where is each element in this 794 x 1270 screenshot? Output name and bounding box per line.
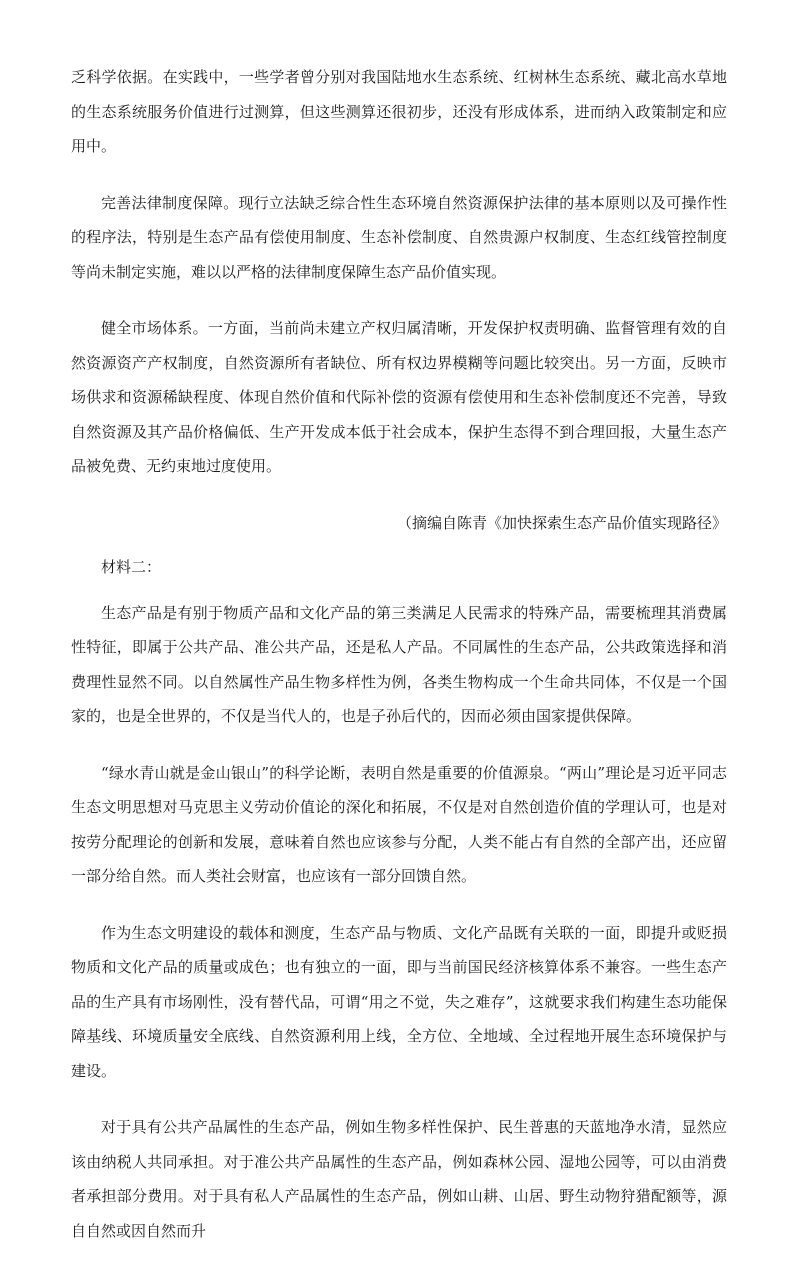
paragraph-cost-sharing: 对于具有公共产品属性的生态产品，例如生物多样性保护、民生普惠的天蓝地净水清，显然应该由纳税人共同承担。对于准公共产品属性的生态产品，例如森林公园、湿地公园等，可以由消费者承担部分费用。对于具有私人产品属性的生态产品，例如山耕、山居、野生动物狩猎配额等，源自自然或因自然而升 (71, 1118, 727, 1240)
material-two-heading: 材料二： (101, 557, 162, 576)
paragraph-carrier-and-measure: 作为生态文明建设的载体和测度，生态产品与物质、文化产品既有关联的一面，即提升或贬损物质和文化产品的质量或成色；也有独立的一面，即与当前国民经济核算体系不兼容。一些生态产品的生产具有市场刚性，没有替代品，可谓“用之不觉，失之难存”，这就要求我们构建生态功能保障基线、环境质量安全底线、自然资源利用上线，全方位、全地域、全过程地开展生态环境保护与建设。 (71, 923, 727, 1080)
paragraph-ecosystem-valuation: 乏科学依据。在实践中，一些学者曾分别对我国陆地水生态系统、红树林生态系统、藏北高水草地的生态系统服务价值进行过测算，但这些测算还很初步，还没有形成体系，进而纳入政策制定和应用中。 (71, 68, 727, 155)
paragraph-product-attributes: 生态产品是有别于物质产品和文化产品的第三类满足人民需求的特殊产品，需要梳理其消费属性特征，即属于公共产品、准公共产品，还是私人产品。不同属性的生态产品，公共政策选择和消费理性显然不同。以自然属性产品生物多样性为例，各类生物构成一个生命共同体，不仅是一个国家的，也是全世界的，不仅是当代人的，也是子孙后代的，因而必须由国家提供保障。 (71, 603, 727, 725)
source-citation: （摘编自陈青《加快探索生态产品价值实现路径》 (396, 513, 727, 532)
paragraph-market-system: 健全市场体系。一方面，当前尚未建立产权归属清晰，开发保护权责明确、监督管理有效的自然资源资产产权制度，自然资源所有者缺位、所有权边界模糊等问题比较突出。另一方面，反映市场供求和资源稀缺程度、体现自然价值和代际补偿的资源有偿使用和生态补偿制度还不完善，导致自然资源及其产品价格偏低、生产开发成本低于社会成本，保护生态得不到合理回报，大量生态产品被免费、无约束地过度使用。 (71, 319, 727, 475)
paragraph-legal-system: 完善法律制度保障。现行立法缺乏综合性生态环境自然资源保护法律的基本原则以及可操作性的程序法，特别是生态产品有偿使用制度、生态补偿制度、自然贵源户权制度、生态红线管控制度等尚未制定实施，难以以严格的法律制度保障生态产品价值实现。 (71, 193, 727, 281)
paragraph-two-mountains-theory: “绿水青山就是金山银山”的科学论断，表明自然是重要的价值源泉。“两山”理论是习近平同志生态文明思想对马克思主义劳动价值论的深化和拓展，不仅是对自然创造价值的学理认可，也是对按劳分配理论的创新和发展，意味着自然也应该参与分配，人类不能占有自然的全部产出，还应留一部分给自然。而人类社会财富，也应该有一部分回馈自然。 (71, 763, 727, 885)
document-page (71, 60, 727, 1270)
